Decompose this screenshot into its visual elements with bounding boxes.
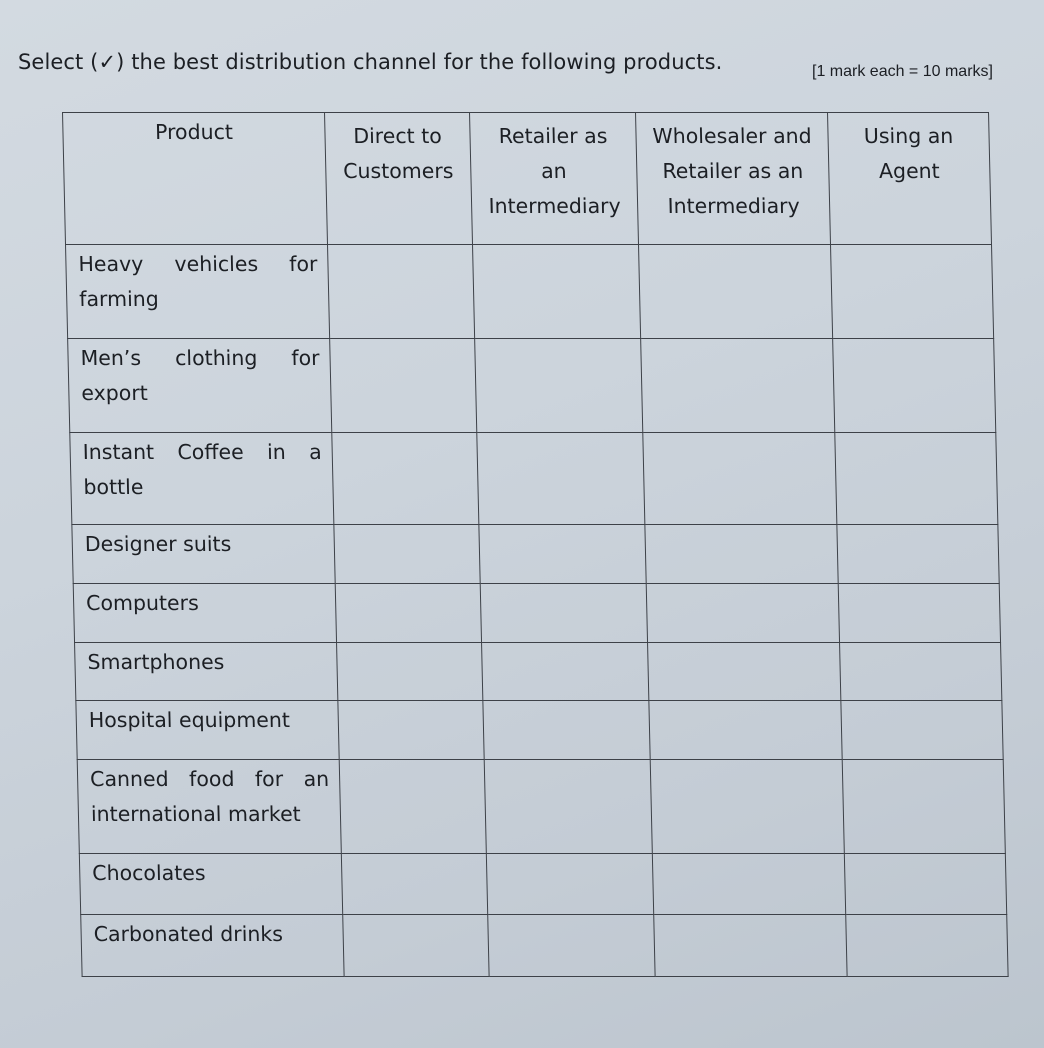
tick-cell-direct[interactable] — [338, 701, 484, 760]
header-line: Product — [154, 120, 234, 144]
tick-cell-agent[interactable] — [842, 760, 1005, 854]
tick-cell-agent[interactable] — [837, 525, 999, 584]
product-name-line: Chocolates — [91, 861, 206, 885]
tick-cell-direct[interactable] — [343, 915, 489, 977]
tick-cell-retailer[interactable] — [488, 915, 655, 977]
instruction-text: Select (✓) the best distribution channel for the following products. — [18, 50, 723, 74]
header-line: Agent — [878, 159, 940, 183]
product-cell — [66, 245, 330, 339]
table-row — [79, 854, 1006, 915]
tick-cell-wholesaler[interactable] — [641, 339, 835, 433]
tick-cell-direct[interactable] — [334, 525, 480, 584]
table-row — [75, 643, 1002, 701]
header-line: Direct to — [353, 124, 443, 148]
tick-cell-agent[interactable] — [840, 643, 1002, 701]
product-name-line: export — [81, 381, 149, 405]
header-line: an — [540, 159, 567, 183]
product-cell — [77, 760, 341, 854]
tick-cell-wholesaler[interactable] — [650, 760, 844, 854]
header-line: Intermediary — [667, 194, 800, 218]
tick-cell-direct[interactable] — [330, 339, 477, 433]
product-name-line: Heavy vehicles for — [78, 252, 318, 276]
header-line: Using an — [863, 124, 954, 148]
header-using-agent — [828, 113, 992, 245]
product-cell — [76, 701, 339, 760]
tick-cell-direct[interactable] — [339, 760, 486, 854]
tick-cell-retailer[interactable] — [475, 339, 643, 433]
product-name-line: farming — [78, 287, 160, 311]
tick-cell-agent[interactable] — [835, 433, 998, 525]
header-product — [63, 113, 328, 245]
tick-cell-wholesaler[interactable] — [643, 433, 837, 525]
product-cell — [75, 643, 338, 701]
table-row — [70, 433, 998, 525]
tick-cell-wholesaler[interactable] — [646, 584, 839, 643]
product-name-line: international market — [90, 802, 301, 826]
header-wholesaler-retailer-intermediary — [636, 113, 831, 245]
tick-cell-retailer[interactable] — [480, 584, 647, 643]
table-row — [81, 915, 1008, 977]
table-row — [68, 339, 996, 433]
table-row — [77, 760, 1005, 854]
product-name-line: Designer suits — [84, 532, 232, 556]
product-cell — [70, 433, 334, 525]
header-line: Customers — [342, 159, 454, 183]
table-row — [66, 245, 994, 339]
tick-cell-direct[interactable] — [337, 643, 483, 701]
tick-cell-wholesaler[interactable] — [649, 701, 842, 760]
tick-cell-wholesaler[interactable] — [654, 915, 847, 977]
product-name-line: Men’s clothing for — [80, 346, 320, 370]
product-name-line: Instant Coffee in a — [82, 440, 322, 464]
tick-cell-agent[interactable] — [833, 339, 996, 433]
tick-cell-retailer[interactable] — [477, 433, 645, 525]
table-row — [72, 525, 999, 584]
tick-cell-direct[interactable] — [328, 245, 475, 339]
product-name-line: Carbonated drinks — [93, 922, 284, 946]
tick-cell-retailer[interactable] — [473, 245, 641, 339]
tick-cell-agent[interactable] — [846, 915, 1008, 977]
product-cell — [73, 584, 336, 643]
tick-cell-direct[interactable] — [332, 433, 479, 525]
header-line: Intermediary — [488, 194, 621, 218]
product-name-line: Smartphones — [87, 650, 225, 674]
table-row — [73, 584, 1000, 643]
distribution-channel-table-wrapper — [62, 112, 1008, 976]
tick-cell-wholesaler[interactable] — [648, 643, 841, 701]
product-name-line: Computers — [85, 591, 200, 615]
product-name-line: bottle — [83, 475, 144, 499]
header-line: Wholesaler and — [652, 124, 812, 148]
tick-cell-agent[interactable] — [838, 584, 1000, 643]
marks-note: [1 mark each = 10 marks] — [812, 63, 993, 80]
tick-cell-agent[interactable] — [841, 701, 1003, 760]
header-direct-to-customers — [325, 113, 473, 245]
distribution-channel-table — [62, 112, 1009, 977]
tick-cell-agent[interactable] — [831, 245, 994, 339]
header-line: Retailer as an — [662, 159, 804, 183]
header-line: Retailer as — [498, 124, 608, 148]
tick-cell-retailer[interactable] — [482, 643, 649, 701]
header-row — [63, 113, 992, 245]
tick-cell-retailer[interactable] — [479, 525, 646, 584]
product-name-line: Canned food for an — [89, 767, 330, 791]
tick-cell-wholesaler[interactable] — [645, 525, 838, 584]
tick-cell-direct[interactable] — [335, 584, 481, 643]
tick-cell-retailer[interactable] — [484, 760, 652, 854]
product-cell — [72, 525, 335, 584]
tick-cell-retailer[interactable] — [486, 854, 653, 915]
tick-cell-retailer[interactable] — [483, 701, 650, 760]
product-cell — [81, 915, 344, 977]
product-cell — [68, 339, 332, 433]
tick-cell-wholesaler[interactable] — [639, 245, 833, 339]
table-row — [76, 701, 1003, 760]
header-retailer-intermediary — [470, 113, 639, 245]
tick-cell-direct[interactable] — [341, 854, 487, 915]
product-cell — [79, 854, 342, 915]
tick-cell-wholesaler[interactable] — [652, 854, 845, 915]
product-name-line: Hospital equipment — [88, 708, 291, 732]
tick-cell-agent[interactable] — [844, 854, 1006, 915]
